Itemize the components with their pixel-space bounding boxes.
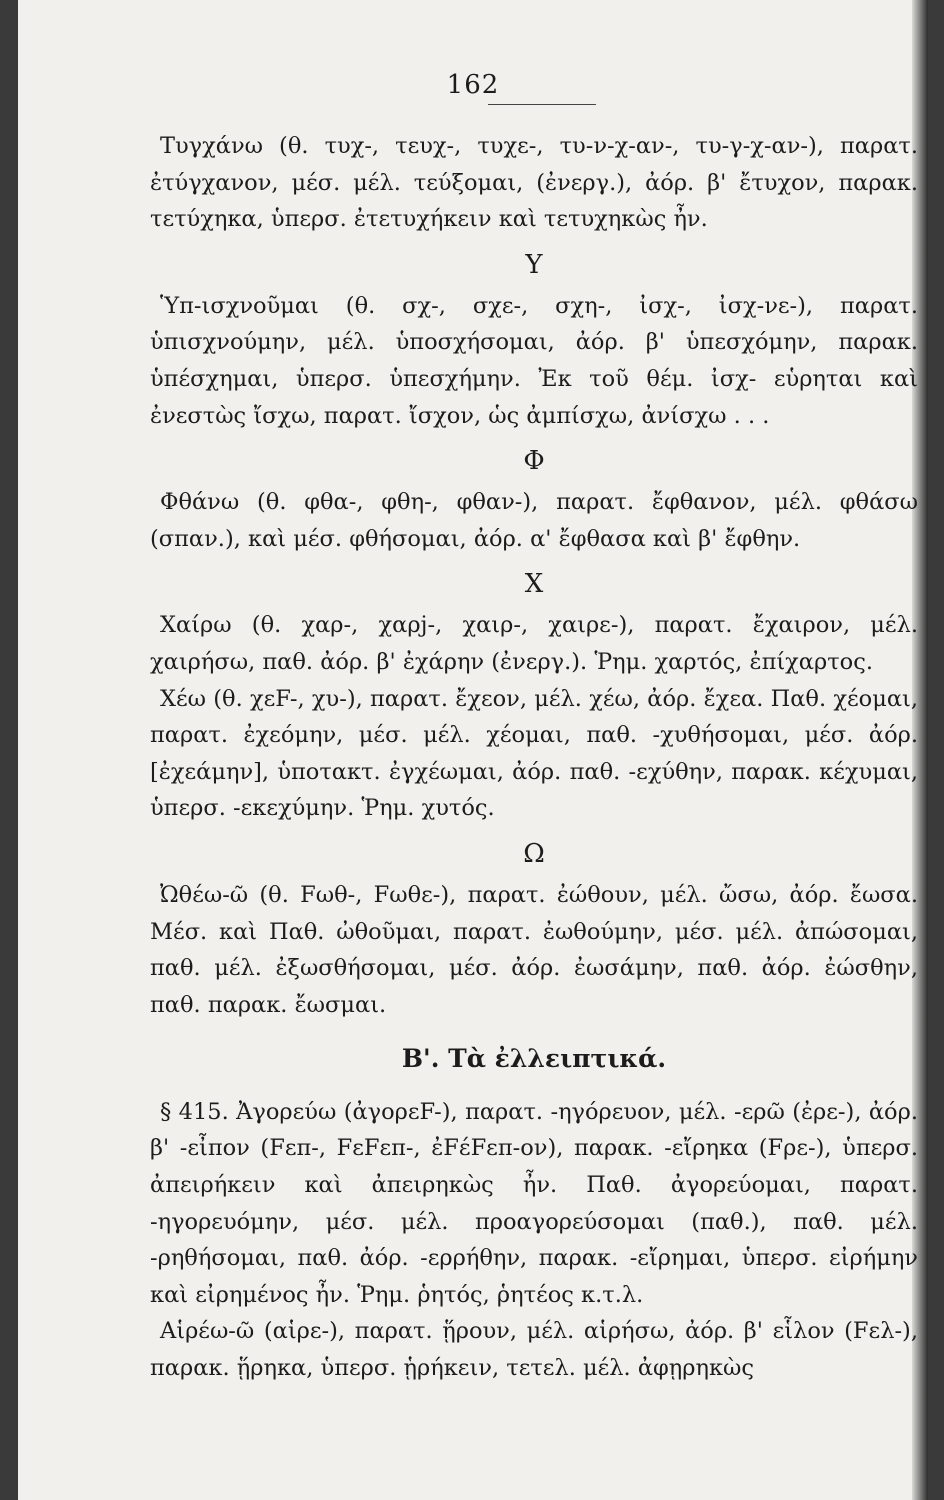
page-number: 162 [446,70,500,100]
entry-tynchano: Τυγχάνω (θ. τυχ-, τευχ-, τυχε-, τυ-ν-χ-αν-, τυ-γ-χ-αν-), παρατ. ἐτύγχανον, μέσ. μέλ. τεύξομαι, (ἐνεργ.), ἀόρ. β' ἔτυχον, παρακ. τετύχηκα, ὑπερσ. ἐτετυχήκειν καὶ τετυχηκὼς ἦν. [150,133,918,233]
entry-chairo: Χαίρω (θ. χαρ-, χαρj-, χαιρ-, χαιρε-), παρατ. ἔχαιρον, μέλ. χαιρήσω, παθ. ἀόρ. β' ἐχάρην (ἐνεργ.). Ῥημ. χαρτός, ἐπίχαρτος. [150,612,918,675]
entry-hypischnoumai: Ὑπ-ισχνοῦμαι (θ. σχ-, σχε-, σχη-, ἰσχ-, ἰσχ-νε-), παρατ. ὑπισχνούμην, μέλ. ὑποσχήσομαι, ἀόρ. β' ὑπεσχόμην, παρακ. ὑπέσχημαι, ὑπερσ. ὑπεσχήμην. Ἐκ τοῦ θέμ. ἰσχ- εὑρηται καὶ ἐνεστὼς ἴσχω, παρατ. ἴσχον, ὡς ἀμπίσχω, ἀνίσχω . . . [150,292,918,429]
section-letter-omega: Ω [523,838,545,869]
section-letter-upsilon: Υ [525,249,543,280]
section-letter-chi: Χ [524,569,544,600]
entry-haireo: Αἱρέω-ῶ (αἱρε-), παρατ. ᾕρουν, μέλ. αἱρήσω, ἀόρ. β' εἷλον (Fελ-), παρακ. ᾕρηκα, ὑπερσ. ᾑρήκειν, τετελ. μέλ. ἀφῃρηκὼς [150,1318,918,1382]
section-letter-phi: Φ [523,446,545,477]
page-content [150,128,918,1387]
section-b-title: Β'. Τὰ ἐλλειπτικά. [401,1044,667,1074]
page-number-rule [488,104,596,105]
entry-cheo: Χέω (θ. χεF-, χυ-), παρατ. ἔχεον, μέλ. χέω, ἀόρ. ἔχεα. Παθ. χέομαι, παρατ. ἐχεόμην, μέσ. μέλ. χέομαι, παθ. -χυθήσομαι, μέσ. ἀόρ. [ἐχεάμην], ὑποτακτ. ἐγχέωμαι, ἀόρ. παθ. -εχύθην, παρακ. κέχυμαι, ὑπερσ. -εκεχύμην. Ῥημ. χυτός. [150,685,918,822]
entry-phthano: Φθάνω (θ. φθα-, φθη-, φθαν-), παρατ. ἔφθανον, μέλ. φθάσω (σπαν.), καὶ μέσ. φθήσομαι, ἀόρ. α' ἔφθασα καὶ β' ἔφθην. [150,489,918,552]
entry-agoreuo: § 415. Ἀγορεύω (ἀγορεF-), παρατ. -ηγόρευον, μέλ. -ερῶ (ἐρε-), ἀόρ. β' -εἶπον (Fεπ-, FεFεπ-, ἐFέFεπ-ον), παρακ. -εἴρηκα (Fρε-), ὑπερσ. ἀπειρήκειν καὶ ἀπειρηκὼς ἦν. Παθ. ἀγορεύομαι, παρατ. -ηγορευόμην, μέσ. μέλ. προαγορεύσομαι (παθ.), παθ. μέλ. -ρηθήσομαι, παθ. ἀόρ. -ερρήθην, παρακ. -εἴρημαι, ὑπερσ. εἰρήμην καὶ εἰρημένος ἦν. Ῥημ. ῥητός, ῥητέος κ.τ.λ. [150,1098,918,1308]
entry-otheo: Ὠθέω-ῶ (θ. Fωθ-, Fωθε-), παρατ. ἐώθουν, μέλ. ὤσω, ἀόρ. ἔωσα. Μέσ. καὶ Παθ. ὠθοῦμαι, παρατ. ἐωθούμην, μέσ. μέλ. ἀπώσομαι, παθ. μέλ. ἐξωσθήσομαι, μέσ. ἀόρ. ἐωσάμην, παθ. ἀόρ. ἐώσθην, παθ. παρακ. ἔωσμαι. [150,881,918,1018]
book-page [18,0,928,1500]
